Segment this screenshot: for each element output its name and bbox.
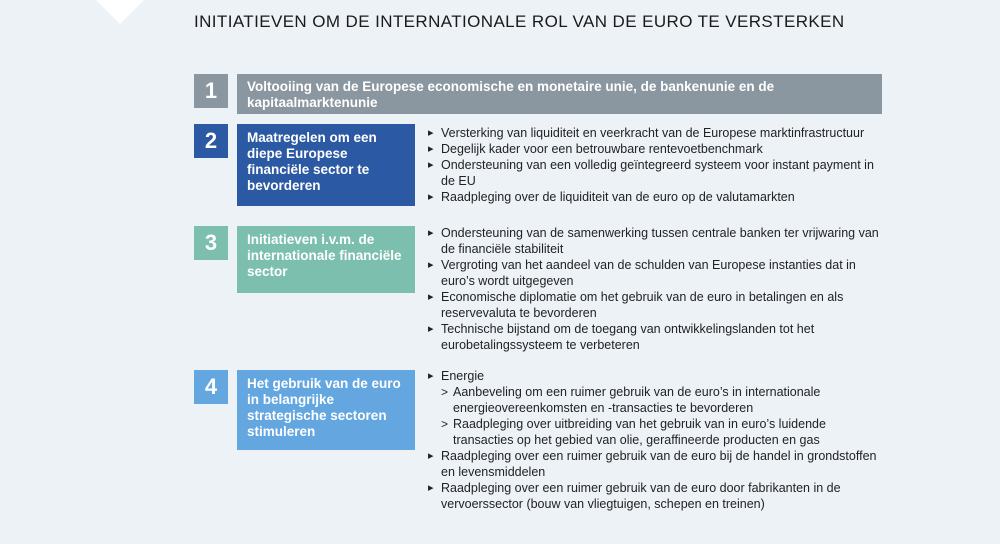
row-2-label: Maatregelen om een diepe Europese financiële sector te bevorderen — [237, 124, 415, 206]
list-item: ▸ Economische diplomatie om het gebruik van de euro in betalingen en als reservevaluta te bevorderen — [428, 289, 888, 321]
list-item: ▸ Versterking van liquiditeit en veerkracht van de Europese marktinfrastructuur — [428, 125, 888, 141]
row-4-label: Het gebruik van de euro in belangrijke strategische sectoren stimuleren — [237, 370, 415, 450]
list-item: ▸ Degelijk kader voor een betrouwbare rentevoetbenchmark — [428, 141, 888, 157]
row-2-number: 2 — [194, 124, 228, 158]
list-item: ▸ Technische bijstand om de toegang van ontwikkelingslanden tot het eurobetalingssysteem te verbeteren — [428, 321, 888, 353]
row-4-bullets — [428, 368, 888, 512]
diagram-title: INITIATIEVEN OM DE INTERNATIONALE ROL VAN DE EURO TE VERSTERKEN — [194, 12, 845, 31]
row-1-label: Voltooiing van de Europese economische en monetaire unie, de bankenunie en de kapitaalmarktenunie — [237, 74, 882, 114]
list-item: > Raadpleging over uitbreiding van het gebruik van in euro’s luidende transacties op het gebied van olie, geraffineerde producten en gas — [441, 416, 888, 448]
list-item — [428, 368, 888, 448]
list-item: ▸ Ondersteuning van een volledig geïntegreerd systeem voor instant payment in de EU — [428, 157, 888, 189]
energy-sub-bullets — [441, 384, 888, 448]
row-4-number: 4 — [194, 370, 228, 404]
energy-bullet-label: Energie — [441, 369, 485, 383]
row-3-label: Initiatieven i.v.m. de internationale financiële sector — [237, 226, 415, 293]
corner-notch — [96, 0, 144, 24]
list-item: > Aanbeveling om een ruimer gebruik van de euro’s in internationale energieovereenkomsten en -transacties te bevorderen — [441, 384, 888, 416]
row-1-number: 1 — [194, 74, 228, 108]
row-3-number: 3 — [194, 226, 228, 260]
list-item: ▸ Vergroting van het aandeel van de schulden van Europese instanties dat in euro’s wordt uitgegeven — [428, 257, 888, 289]
row-3-bullets — [428, 225, 888, 353]
row-2-bullets — [428, 125, 888, 205]
list-item: ▸ Raadpleging over de liquiditeit van de euro op de valutamarkten — [428, 189, 888, 205]
list-item: ▸ Raadpleging over een ruimer gebruik van de euro bij de handel in grondstoffen en levensmiddelen — [428, 448, 888, 480]
list-item: ▸ Ondersteuning van de samenwerking tussen centrale banken ter vrijwaring van de financiële stabiliteit — [428, 225, 888, 257]
list-item: ▸ Raadpleging over een ruimer gebruik van de euro door fabrikanten in de vervoerssector (bouw van vliegtuigen, schepen en treinen) — [428, 480, 888, 512]
